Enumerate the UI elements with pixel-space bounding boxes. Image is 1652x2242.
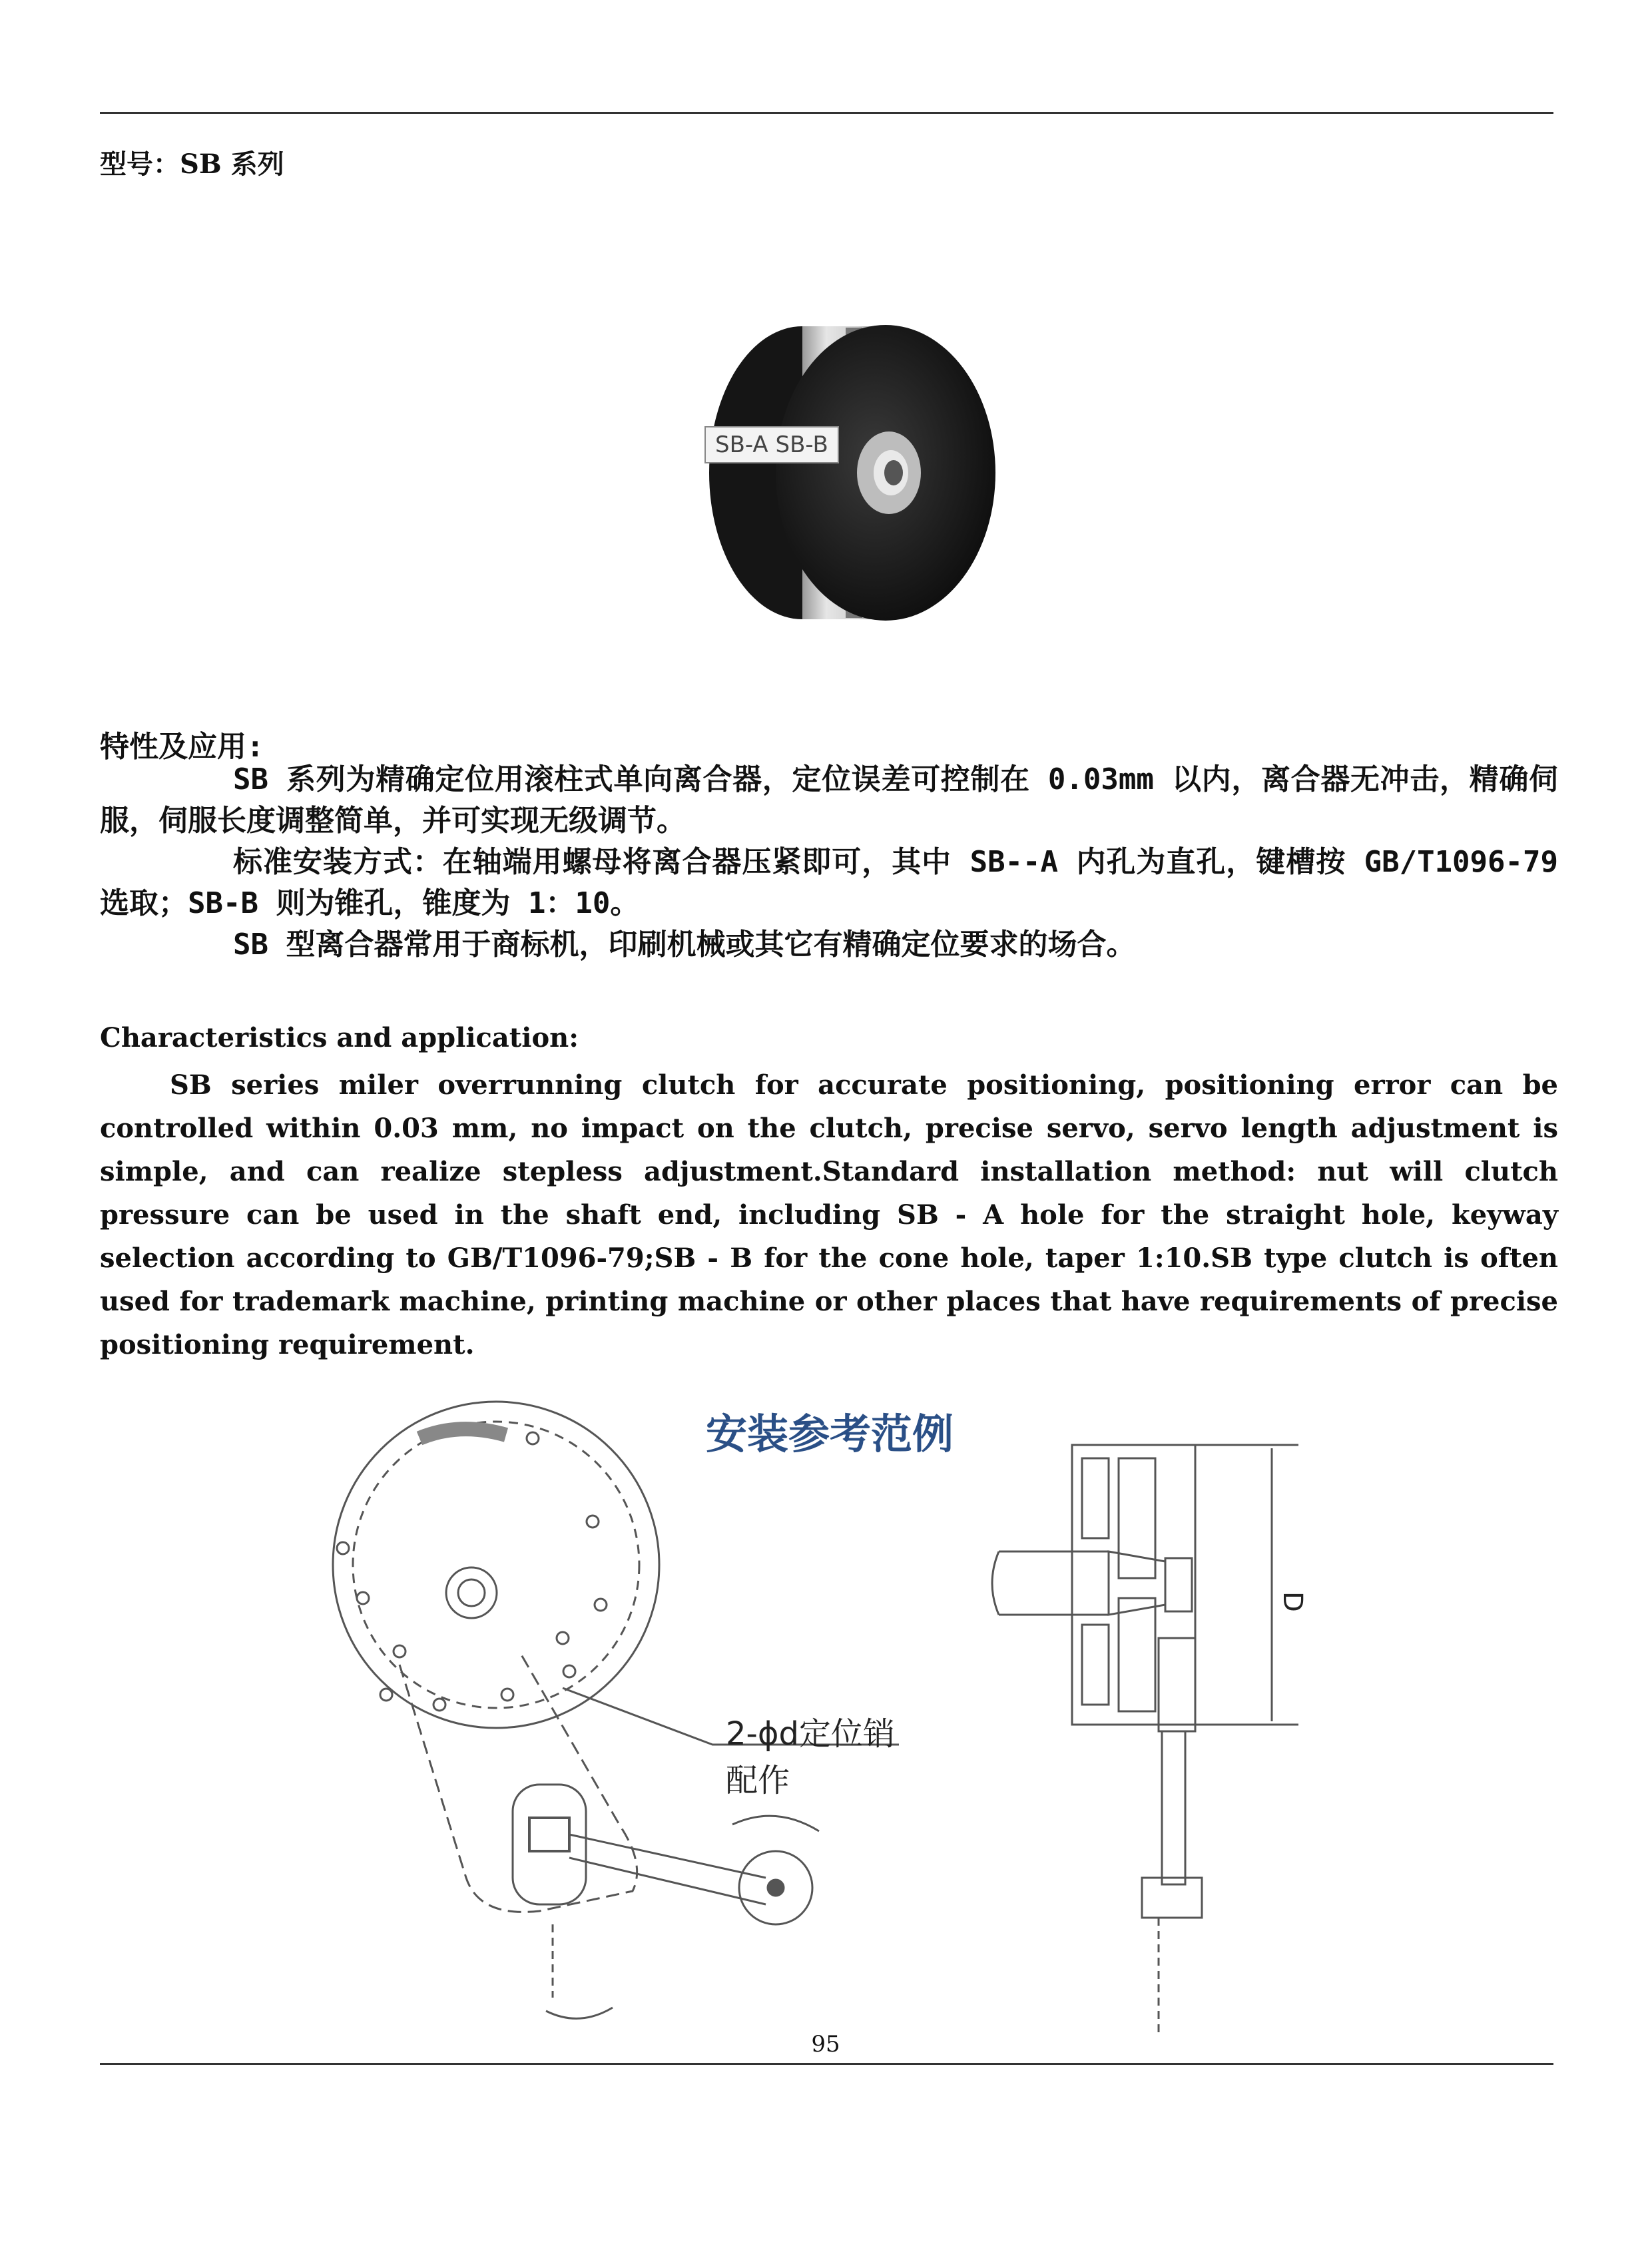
lever-rotation-arrow — [546, 2008, 613, 2018]
en-heading: Characteristics and application: — [100, 1022, 579, 1053]
lever-slot — [513, 1785, 586, 1904]
pin-holes — [337, 1432, 607, 1711]
disk-outline — [333, 1402, 659, 1728]
en-paragraph: SB series miler overrunning clutch for accurate positioning, positioning error can be controlled within 0.03 mm, no impact on the clutch, precise servo, servo length adjustment is simple, and can realize stepless adjustment.Standard installation method: nut will clutch pressure can be used in the shaft end, including SB - A hole for the straight hole, keyway selection according to GB/T1096-79;SB - B for the cone hole, taper 1:10.SB type clutch is often used for trademark machine, printing machine or other places that have requirements of precise positioning requirement. — [100, 1069, 1558, 1360]
bottom-rule — [100, 2063, 1553, 2065]
connecting-rod-top — [569, 1834, 766, 1878]
cn-paragraph: SB 系列为精确定位用滚柱式单向离合器，定位误差可控制在 0.03mm 以内，离合器无冲击，精确伺服，伺服长度调整简单，并可实现无级调节。 — [100, 762, 1558, 838]
shaft — [992, 1551, 1109, 1615]
page-number: 95 — [811, 2031, 840, 2058]
hub-outer — [446, 1567, 497, 1618]
installation-diagram — [300, 1398, 1432, 2071]
model-title: 型号：SB 系列 — [100, 148, 284, 180]
dimension-label: D — [1277, 1591, 1308, 1612]
product-photo — [686, 313, 999, 639]
callout-label: 配作 — [726, 1762, 790, 1799]
cn-paragraph: SB 型离合器常用于商标机，印刷机械或其它有精确定位要求的场合。 — [233, 928, 1136, 962]
cn-body — [100, 759, 1558, 966]
section-upper-web — [1119, 1458, 1155, 1578]
clutch-bore-inner — [884, 460, 903, 485]
crank-pin — [768, 1880, 784, 1896]
cn-heading: 特性及应用: — [100, 730, 264, 764]
lever-section — [1159, 1638, 1195, 1731]
hub-inner — [458, 1579, 485, 1606]
crank-rotation-arrow — [732, 1816, 819, 1831]
section-lower-web — [1119, 1598, 1155, 1711]
section-upper-left-block — [1082, 1458, 1109, 1538]
section-cone-bore — [1109, 1551, 1165, 1615]
diagram-title: 安装参考范例 — [706, 1410, 954, 1458]
callout-label: 2-ϕd定位销 — [726, 1715, 895, 1753]
disk-inner-circle — [353, 1422, 639, 1708]
section-outline — [1072, 1445, 1195, 1725]
section-lower-left-block — [1082, 1625, 1109, 1705]
lever-shank — [1162, 1731, 1185, 1884]
top-rule — [100, 112, 1553, 114]
product-photo-label: SB-A SB-B — [704, 426, 839, 463]
slot — [419, 1429, 506, 1438]
section-nut — [1165, 1558, 1192, 1611]
lever-block — [529, 1818, 569, 1851]
cn-paragraph: 标准安装方式：在轴端用螺母将离合器压紧即可，其中 SB--A 内孔为直孔，键槽按 GB/T1096-79 选取；SB-B 则为锥孔，锥度为 1：10。 — [100, 845, 1558, 920]
